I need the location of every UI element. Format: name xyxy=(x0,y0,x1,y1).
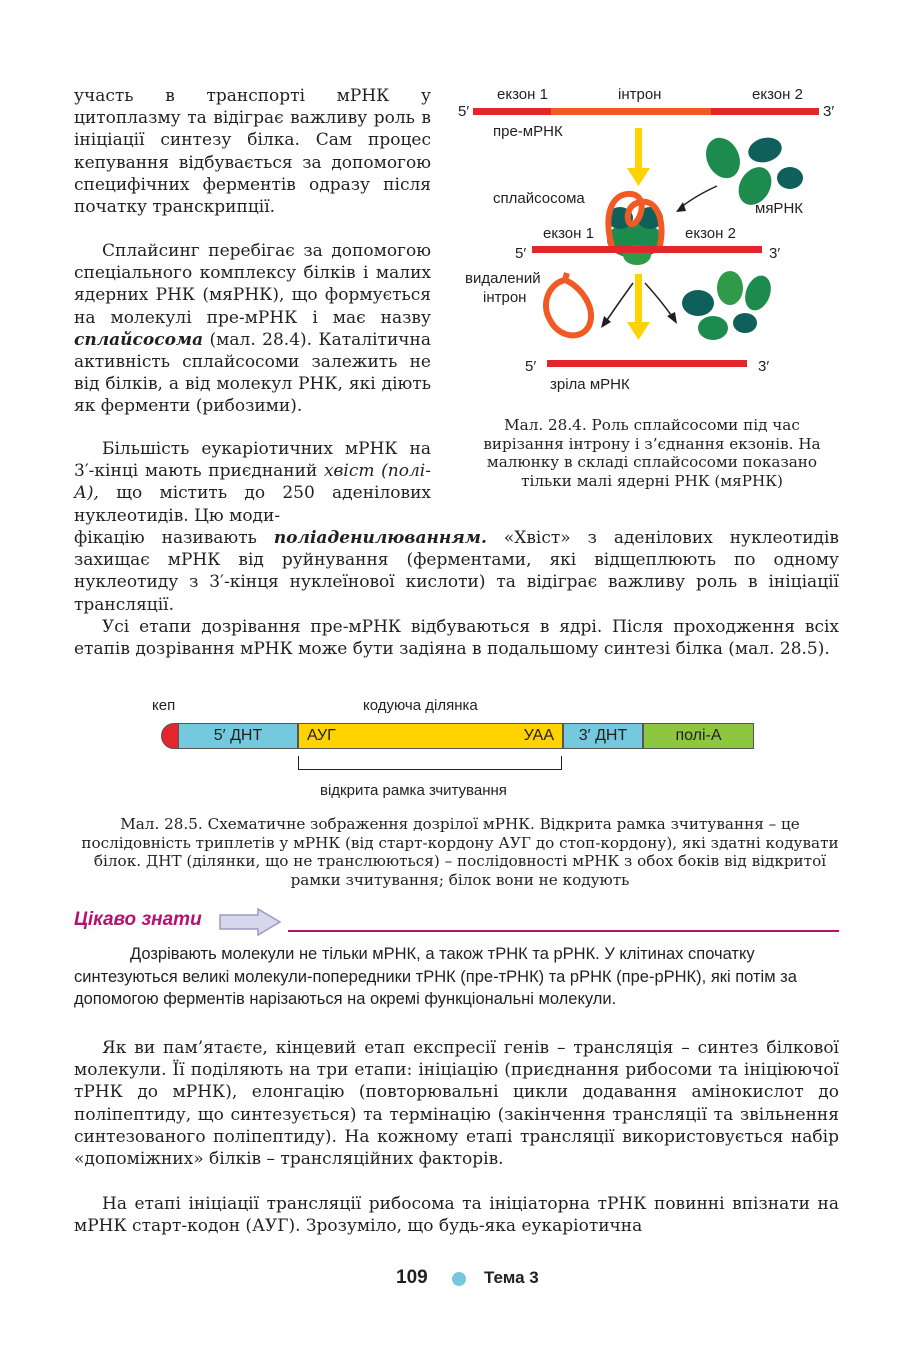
term-spliceosome: сплайсосома xyxy=(74,329,204,350)
paragraph-polya-start xyxy=(74,438,431,527)
snrna-blob xyxy=(777,167,803,189)
paragraph-translation: Як ви пам’ятаєте, кінцевий етап експресії генів – трансляція – синтез білкової молекули. Її поділяють на три етапи: ініціацію (приєднання рибосоми та ініціюючої тРНК до мРНК), елонгацію (повторювальні цикли додавання амінокислот до поліпептиду, що синтезується) та термінацію (закінчення трансляції та звільнення синтезованого поліпептиду). На кожному етапі трансляції використовується набір «допоміжних» білків – трансляційних факторів. xyxy=(74,1038,839,1170)
label-3prime-top: 3′ xyxy=(823,103,835,120)
polya-text-d: «Хвіст» з аденілових нуклеотидів захищає мРНК від руйнування (ферментами, які відщеплюють по одному нуклеотиду з 3′-кінця нуклеїнової кислоти) та відіграє важливу роль в ініціації трансляції. xyxy=(74,528,839,615)
label-exon1-mid: екзон 1 xyxy=(543,225,594,242)
label-intron-removed: інтрон xyxy=(483,289,527,306)
arrow-down-1-head xyxy=(627,168,650,186)
label-snrna: мяРНК xyxy=(755,200,804,217)
spliced-exon-bar xyxy=(532,246,762,253)
label-exon2: екзон 2 xyxy=(752,86,803,103)
label-spliceosome: сплайсосома xyxy=(493,190,585,207)
stop-codon: УАА xyxy=(523,727,554,744)
start-codon: АУГ xyxy=(307,727,336,744)
term-polyadenylation: поліаденилюванням. xyxy=(273,528,487,548)
arrow-snrna-in xyxy=(680,186,717,208)
splicing-text-a: Сплайсинг перебігає за допомогою спеціального комплексу білків і малих ядерних РНК (мяРНК), що формується на молекулі пре-мРНК і має назву xyxy=(74,241,431,328)
label-5prime-mid: 5′ xyxy=(515,245,527,262)
label-exon2-mid: екзон 2 xyxy=(685,225,736,242)
splicing-text-b: (мал. 28.4). Каталітична активність сплайсосоми залежить не від білків, а від молекул РНК, які діють як ферменти (рибозими). xyxy=(74,329,431,417)
snrna-blob xyxy=(700,132,747,184)
segment-5utr-label: 5′ ДНТ xyxy=(213,727,263,744)
snrna-released xyxy=(717,271,743,305)
snrna-blob xyxy=(745,134,784,166)
footer-dot-icon xyxy=(452,1272,466,1286)
premrna-intron xyxy=(551,108,711,115)
label-mature-mrna: зріла мРНК xyxy=(550,376,630,393)
polya-text-b: що містить до 250 аденілових нуклеотидів. Цю моди- xyxy=(74,483,431,526)
premrna-exon1 xyxy=(473,108,551,115)
arrow-snrna-in-head xyxy=(676,202,686,212)
interesting-box-title: Цікаво знати xyxy=(74,909,202,930)
arrow-down-1-shaft xyxy=(635,128,642,170)
segment-3utr-label: 3′ ДНТ xyxy=(578,727,628,744)
segment-5utr xyxy=(178,723,298,749)
paragraph-splicing xyxy=(74,240,431,418)
label-premrna: пре-мРНК xyxy=(493,123,563,140)
figure-28-5-caption: Мал. 28.5. Схематичне зображення дозрілої мРНК. Відкрита рамка зчитування – це послідовність триплетів у мРНК (від старт-кордону АУГ до стоп-кордону), які здатні кодувати білок. ДНТ (ділянки, що не транслюються) – послідовності мРНК з обох боків від відкритої рамки зчитування; білок вони не кодують xyxy=(81,815,839,889)
polya-text-a: Більшість еукаріотичних мРНК на 3′-кінці мають приєднаний xyxy=(74,439,431,482)
mature-mrna-bar xyxy=(547,360,747,367)
paragraph-maturation: Усі етапи дозрівання пре-мРНК відбуваються в ядрі. Після проходження всіх етапів дозрівання мРНК може бути задіяна в подальшому синтезі білка (мал. 28.5). xyxy=(74,617,839,660)
label-intron: інтрон xyxy=(618,86,662,103)
page-number: 109 xyxy=(396,1267,428,1288)
label-3prime-mid: 3′ xyxy=(769,245,781,262)
arrow-release-right xyxy=(645,283,673,318)
segment-orf xyxy=(298,723,563,749)
removed-intron-lariat xyxy=(546,273,591,335)
segment-polya xyxy=(643,723,754,749)
orf-bracket xyxy=(298,756,562,770)
label-5prime-top: 5′ xyxy=(458,103,470,120)
label-removed: видалений xyxy=(465,270,541,287)
snrna-released xyxy=(698,316,728,340)
label-exon1: екзон 1 xyxy=(497,86,548,103)
label-5prime-bottom: 5′ xyxy=(525,358,537,375)
arrow-release-left xyxy=(605,283,633,323)
label-cap: кеп xyxy=(152,697,176,714)
label-orf: відкрита рамка зчитування xyxy=(320,782,507,799)
snrna-released xyxy=(682,290,714,316)
topic-label: Тема 3 xyxy=(484,1268,539,1287)
page-footer xyxy=(0,1267,918,1297)
label-3prime-bottom: 3′ xyxy=(758,358,770,375)
paragraph-initiation: На етапі ініціації трансляції рибосома та ініціаторна тРНК повинні впізнати на мРНК старт-кодон (АУГ). Зрозуміло, що будь-яка еукаріотична xyxy=(74,1194,839,1237)
snrna-released xyxy=(741,272,776,314)
arrow-release-left-head xyxy=(601,316,611,328)
polya-text-c: фікацію називають xyxy=(74,528,274,548)
label-coding-region: кодуюча ділянка xyxy=(363,697,478,714)
splicing-diagram xyxy=(455,78,845,408)
figure-28-4-caption: Мал. 28.4. Роль сплайсосоми під час вирізання інтрону і з’єднання екзонів. На малюнку в складі сплайсосоми показано тільки малі ядерні РНК (мяРНК) xyxy=(483,416,821,490)
arrow-release-right-head xyxy=(667,312,677,324)
premrna-exon2 xyxy=(711,108,819,115)
arrow-icon xyxy=(218,907,282,937)
interesting-box-text: Дозрівають молекули не тільки мРНК, а також тРНК та рРНК. У клітинах спочатку синтезуються великі молекули-попередники тРНК (пре-тРНК) та рРНК (пре-рРНК), які потім за допомогою ферментів нарізаються на окремі функціональні молекули. xyxy=(74,945,797,1008)
segment-3utr xyxy=(563,723,643,749)
paragraph-polya-end xyxy=(74,527,839,616)
term-polya-tail: хвіст (полі-А), xyxy=(74,461,431,504)
paragraph-capping: участь в транспорті мРНК у цитоплазму та відіграє важливу роль в ініціації синтезу білка. Сам процес кепування відбувається за допомогою специфічних ферментів одразу після початку транскрипції. xyxy=(74,86,431,218)
snrna-released xyxy=(733,313,757,333)
header-rule xyxy=(288,930,839,932)
arrow-down-2-shaft xyxy=(635,274,642,324)
arrow-down-2-head xyxy=(627,322,650,340)
segment-polya-label: полі-А xyxy=(675,727,722,744)
